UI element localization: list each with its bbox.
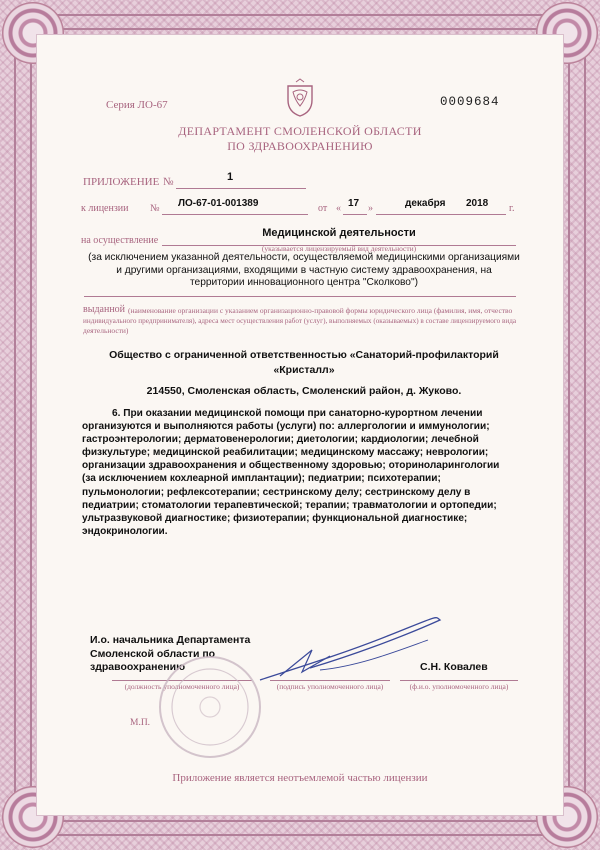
appendix-number: 1 [227, 171, 234, 183]
issued-caption-line: (наименование организации с указанием организационно-правовой формы юридического лица (фамилия, имя, отчество [128, 306, 513, 315]
services-line: ультразвуковой диагностике; физиотерапии; функциональной диагностике; [82, 512, 468, 524]
coat-of-arms-icon [280, 78, 320, 118]
organization-line: Общество с ограниченной ответственностью «Санаторий-профилакторий [109, 349, 499, 361]
series-label: Серия ЛО-67 [106, 99, 168, 111]
signer-position-line: Смоленской области по [90, 647, 216, 660]
quote-close: » [368, 203, 373, 214]
issued-label: выданной [83, 304, 126, 315]
year-suffix: г. [509, 203, 515, 214]
activity-note-line: (за исключением указанной деятельности, осуществляемой медицинскими организациями [88, 252, 520, 263]
organization-line: «Кристалл» [273, 364, 335, 376]
from-label: от [318, 203, 328, 214]
appendix-number-line [176, 188, 306, 189]
services-line: пульмонологии; рефлексотерапии; сестринскому делу; сестринскому делу в [82, 486, 471, 498]
footer-note: Приложение является неотъемлемой частью лицензии [172, 772, 428, 784]
form-number: 0009684 [440, 95, 500, 109]
license-month: декабря [405, 198, 446, 209]
services-line: гастроэнтерологии; дерматовенерологии; диетологии; кардиологии; лечебной [82, 434, 479, 446]
handwritten-signature [250, 610, 450, 690]
services-line: 6. При оказании медицинской помощи при санаторно-курортном лечении [112, 408, 483, 419]
caption-name: (ф.и.о. уполномоченного лица) [409, 682, 509, 691]
license-number-line [162, 214, 308, 215]
activity-note-line: территории инновационного центра "Сколково") [190, 277, 418, 288]
organization-name [84, 348, 524, 378]
issuer-title [0, 124, 600, 154]
license-no-sign: № [150, 203, 160, 214]
appendix-no-sign: № [163, 176, 174, 188]
activity-note [84, 252, 524, 290]
caption-signature: (подпись уполномоченного лица) [276, 682, 384, 691]
issued-caption-continued [83, 316, 523, 336]
quote-open: « [336, 203, 341, 214]
stamp-place-label: М.П. [130, 718, 151, 728]
license-day: 17 [348, 198, 360, 209]
issued-caption-line: индивидуального предпринимателя), адреса мест осуществления работ (услуг), выполняемых (оказываемых) в составе лицензируемого вида [83, 317, 517, 325]
services-line: педиатрии; стоматологии терапевтической; терапии; травматологии и ортопедии; [82, 499, 497, 511]
license-year: 2018 [466, 198, 489, 209]
signer-position-line: И.о. начальника Департамента [90, 634, 251, 646]
issued-caption-line: деятельности) [83, 326, 129, 335]
day-line [343, 214, 367, 215]
issuer-line: ДЕПАРТАМЕНТ СМОЛЕНСКОЙ ОБЛАСТИ [178, 124, 422, 138]
services-line: эндокринологии. [82, 525, 168, 537]
signer-position-line: здравоохранению [90, 661, 186, 673]
signer-name: С.Н. Ковалев [420, 661, 488, 673]
services-line: (за исключением кохлеарной имплантации); педиатрии; психотерапии; [82, 473, 441, 485]
license-label: к лицензии [81, 203, 129, 214]
activity-note-underline [84, 296, 516, 297]
caption-position: (должность уполномоченного лица) [124, 682, 240, 691]
activity-value: Медицинской деятельности [262, 227, 416, 239]
services-line: физкультуре; медицинской реабилитации; медицинскому массажу; неврологии; [82, 447, 489, 459]
issued-caption [128, 306, 518, 316]
appendix-label: ПРИЛОЖЕНИЕ [83, 176, 160, 188]
services-line: организуются и выполняются работы (услуги) по: аллергологии и иммунологии; [82, 421, 490, 433]
official-stamp-icon [150, 652, 270, 762]
month-year-line [376, 214, 506, 215]
organization-address: 214550, Смоленская область, Смоленский район, д. Жуково. [146, 385, 462, 397]
activity-note-line: и другими организациями, входящими в частную систему здравоохранения, на [116, 264, 492, 276]
activity-caption: (указывается лицензируемый вид деятельности) [261, 244, 417, 253]
services-paragraph [82, 407, 522, 538]
license-number: ЛО-67-01-001389 [178, 198, 259, 209]
issuer-line: ПО ЗДРАВООХРАНЕНИЮ [227, 139, 373, 153]
services-line: организации здравоохранения и общественному здоровью; оториноларингологии [82, 460, 500, 472]
activity-label: на осуществление [81, 235, 159, 246]
